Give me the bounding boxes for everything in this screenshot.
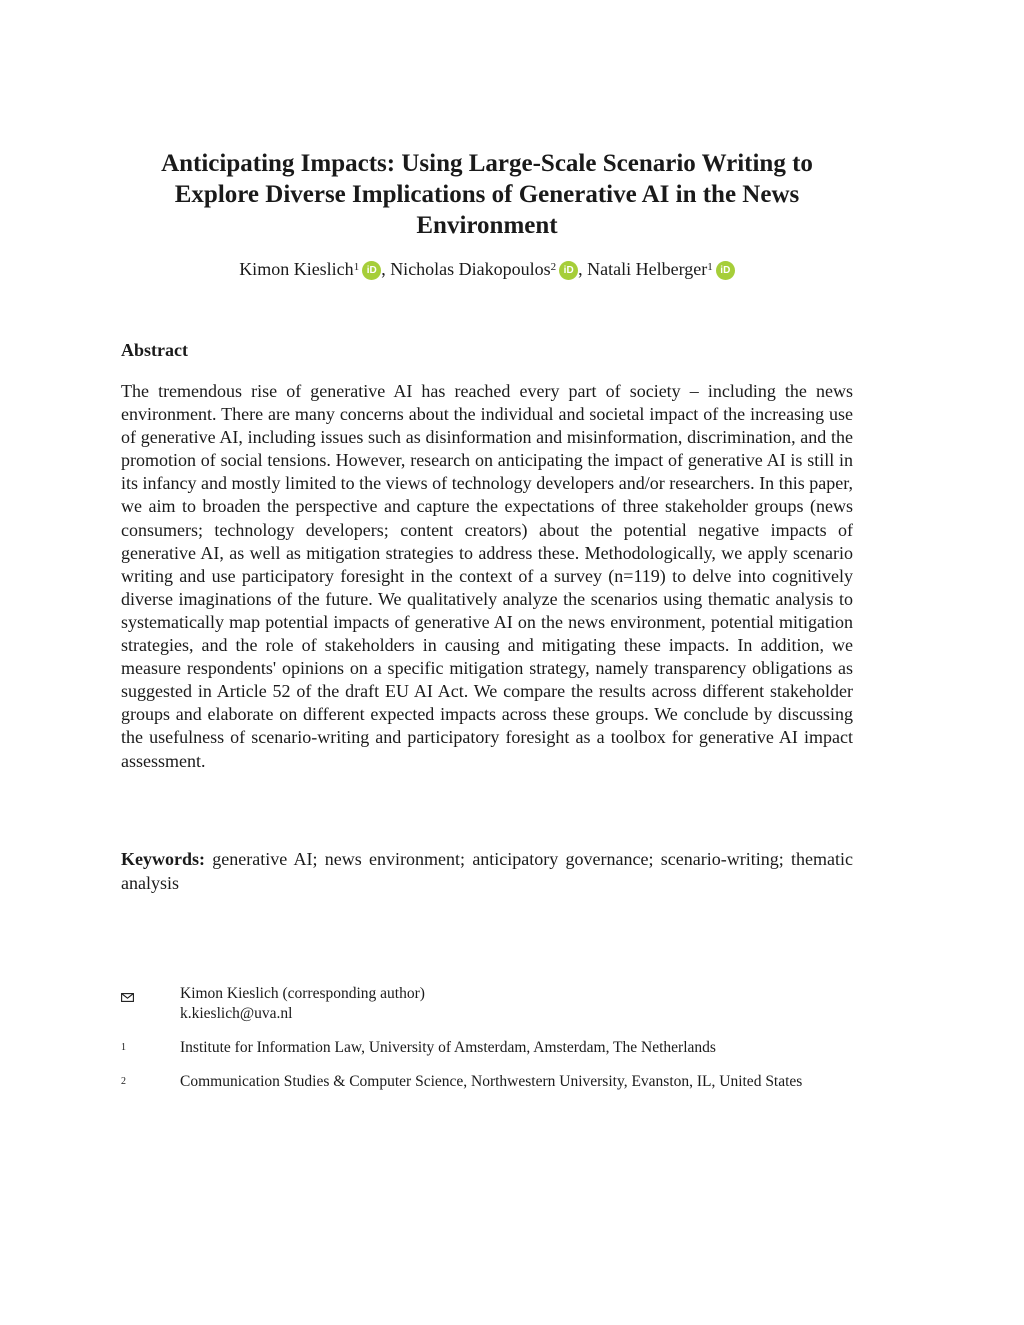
footnote-affiliation-2: [121, 1072, 853, 1092]
footnote-marker: [121, 1038, 151, 1058]
author-separator: ,: [381, 259, 391, 279]
author-affiliation-marker: 1: [353, 261, 360, 273]
author-separator: ,: [578, 259, 588, 279]
footnote-text: [180, 984, 853, 1024]
author-affiliation-marker: 1: [707, 261, 713, 273]
corresponding-author-email[interactable]: k.kieslich@uva.nl: [180, 1005, 293, 1022]
envelope-icon: [121, 993, 134, 1002]
paper-title: Anticipating Impacts: Using Large-Scale Scenario Writing to Explore Diverse Implications of Generative AI in the News Environment: [161, 150, 813, 239]
abstract-heading: Abstract: [121, 340, 188, 360]
affiliation-text: Institute for Information Law, University of Amsterdam, Amsterdam, The Netherlands: [180, 1039, 716, 1056]
keywords-section: [121, 848, 853, 895]
keywords-label: Keywords:: [121, 849, 205, 869]
footnote-corresponding-author: [121, 984, 853, 1024]
affiliation-number: 2: [121, 1076, 126, 1087]
footnote-marker: [121, 1072, 151, 1092]
corresponding-author-name: Kimon Kieslich (corresponding author): [180, 985, 425, 1002]
author-name: Nicholas Diakopoulos: [390, 259, 551, 279]
author-name: Natali Helberger: [587, 259, 708, 279]
orcid-icon[interactable]: iD: [362, 261, 381, 280]
author-list: [121, 256, 853, 282]
author-name: Kimon Kieslich: [239, 259, 354, 279]
author-affiliation-marker: 2: [550, 261, 557, 273]
footnote-marker: [121, 984, 151, 1004]
footnote-affiliation-1: [121, 1038, 853, 1058]
affiliation-number: 1: [121, 1042, 126, 1053]
abstract-text: The tremendous rise of generative AI has reached every part of society – including the news environment. There are many concerns about the individual and societal impact of the increasing use of generative AI, including issues such as disinformation and misinformation, discrimination, and the promotion of social tensions. However, research on anticipating the impact of generative AI is still in its infancy and mostly limited to the views of technology developers and/or researchers. In this paper, we aim to broaden the perspective and capture the expectations of three stakeholder groups (news consumers; technology developers; content creators) about the potential negative impacts of generative AI, as well as mitigation strategies to address these. Methodologically, we apply scenario writing and use participatory foresight in the context of a survey (n=119) to delve into cognitively diverse imaginations of the future. We qualitatively analyze the scenarios using thematic analysis to systematically map potential impacts of generative AI on the news environment, potential mitigation strategies, and the role of stakeholders in causing and mitigating these impacts. In addition, we measure respondents' opinions on a specific mitigation strategy, namely transparency obligations as suggested in Article 52 of the draft EU AI Act. We compare the results across different stakeholder groups and elaborate on different expected impacts across these groups. We conclude by discussing the usefulness of scenario-writing and participatory foresight as a toolbox for generative AI impact assessment.: [121, 381, 853, 771]
orcid-icon[interactable]: iD: [559, 261, 578, 280]
affiliation-text: Communication Studies & Computer Science, Northwestern University, Evanston, IL, United States: [180, 1073, 803, 1090]
orcid-icon[interactable]: iD: [716, 261, 735, 280]
keywords-text: generative AI; news environment; anticipatory governance; scenario-writing; thematic analysis: [121, 849, 853, 893]
